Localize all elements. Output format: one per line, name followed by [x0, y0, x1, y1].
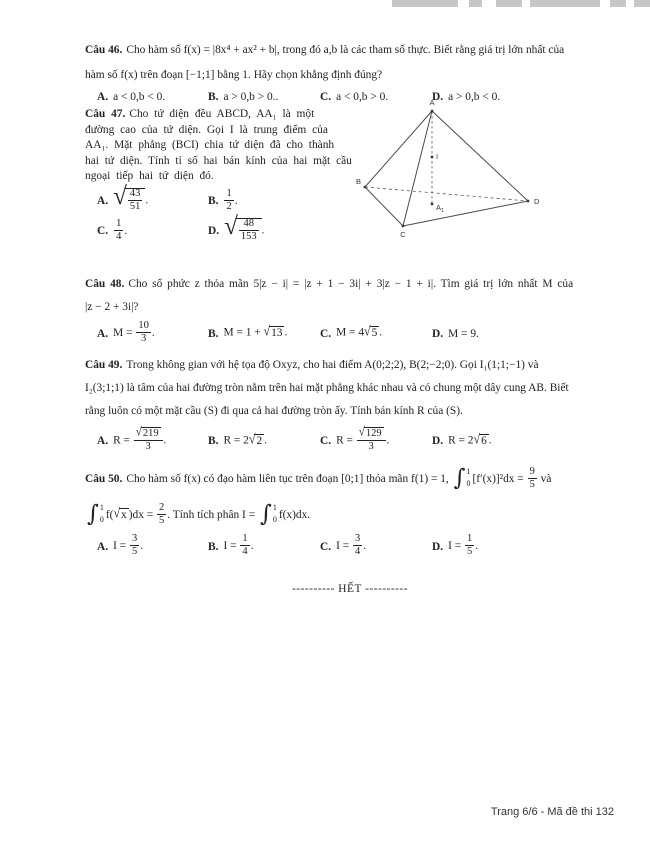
option-D: D. M = 9.: [432, 327, 479, 340]
end-of-exam-marker: ---------- HẾT ----------: [292, 582, 408, 595]
radical-icon: √: [224, 213, 238, 241]
math-denominator: 51: [129, 201, 141, 213]
integral-icon: ∫: [259, 500, 272, 527]
question-line: đường cao của tứ diện. Gọi I là trung điểm của: [85, 123, 328, 136]
radical-icon: √: [358, 425, 365, 439]
math-numerator: 43: [128, 188, 142, 201]
math-denominator: 5: [159, 514, 165, 526]
option-C: C. $\frac{1}{4}$ .: [97, 217, 128, 242]
math-integral: [453, 464, 471, 491]
question-line: |z − 2 + 3i|?: [85, 300, 139, 313]
math-integral: [87, 500, 104, 527]
options-row: [85, 183, 347, 215]
option-B: B. R = 2 √ 2 .: [208, 430, 267, 447]
question-line: ∫ 1 0 f( √ x )dx = $\frac{2}{5}$ . Tính tích phân I = ∫ 1 0 f(x)dx.: [87, 500, 311, 527]
math-radicand: 5: [371, 327, 378, 340]
math-denominator: 3: [145, 440, 151, 452]
options-row: [85, 213, 347, 245]
math-fraction: [157, 502, 166, 527]
question-number: Câu 47.: [85, 108, 126, 120]
math-fraction: [114, 218, 123, 243]
radical-icon: √: [113, 183, 127, 211]
math-fraction: [128, 188, 142, 213]
question-number: Câu 46.: [85, 44, 123, 56]
integral-limits: [100, 504, 104, 524]
option-D: D. √ $\frac{48}{153}$ .: [208, 218, 347, 244]
math-fraction: [353, 533, 362, 558]
vertex-label-D: D: [534, 197, 540, 206]
math-radicand: x: [121, 509, 127, 522]
integral-icon: ∫: [453, 464, 466, 491]
integral-lower: 0: [272, 515, 277, 525]
integral-icon: ∫: [87, 500, 99, 527]
question-48: [85, 273, 617, 345]
math-sqrt: [248, 430, 264, 448]
math-numerator: 1: [224, 188, 233, 201]
option-A: A. a < 0,b < 0.: [97, 91, 166, 103]
question-line: [85, 461, 617, 497]
math-denominator: 4: [242, 546, 248, 558]
question-line: rằng luôn có một mặt cầu (S) đi qua cả hai đường tròn ấy. Tính bán kính R của (S).: [85, 404, 463, 417]
radical-icon: √: [263, 323, 271, 340]
vertex-label-A: A: [429, 98, 435, 107]
math-radicand: 129: [365, 427, 382, 439]
integral-lower: 0: [99, 515, 104, 525]
option-B: B. $\frac{1}{2}$ .: [208, 187, 238, 212]
math-radicand: [125, 188, 145, 214]
question-text: Cho hàm số f(x) có đạo hàm liên tục trên đoạn [0;1] thỏa mãn f(1) = 1, ∫ 1 0 [f′(x)]²dx = $\frac{9}{5}$ và: [126, 464, 552, 491]
math-radicand: [236, 218, 262, 244]
math-numerator: 3: [353, 533, 362, 546]
option-A: A. M = $\frac{10}{3}$ .: [97, 319, 155, 345]
math-numerator: 10: [136, 320, 150, 333]
radical-icon: √: [248, 430, 256, 447]
option-C: C. R = √ 129 3 .: [320, 425, 390, 452]
question-number: Câu 48.: [85, 277, 125, 290]
math-fraction: [240, 533, 249, 558]
option-B: B. M = 1 + √ 13 .: [208, 323, 288, 340]
integral-upper: 1: [99, 503, 104, 513]
math-numerator: 3: [130, 533, 139, 546]
question-text: Cho hàm số f(x) = |8x⁴ + ax² + b|, trong đó a,b là các tham số thực. Biết rằng giá trị lớn nhất của: [126, 44, 565, 56]
math-numerator: [357, 427, 386, 441]
question-text: Trong không gian với hệ tọa độ Oxyz, cho hai điểm A(0;2;2), B(2;−2;0). Gọi I₁(1;1;−1) và: [126, 358, 539, 371]
math-fraction: [224, 188, 233, 213]
question-text: Cho số phức z thỏa mãn 5|z − i| = |z + 1 − 3i| + 3|z − 1 + i|. Tìm giá trị lớn nhất M của: [128, 277, 574, 290]
math-sqrt: [224, 213, 261, 244]
option-A: A. I = $\frac{3}{5}$ .: [97, 533, 144, 558]
math-fraction: [130, 533, 139, 558]
math-denominator: 3: [368, 440, 374, 452]
math-sqrt: [113, 505, 128, 522]
option-D: D. a > 0,b < 0.: [432, 91, 501, 103]
question-50: [85, 461, 617, 561]
option-D: D. I = $\frac{1}{5}$ .: [432, 533, 479, 558]
math-denominator: 5: [467, 546, 473, 558]
question-line: [85, 273, 617, 296]
math-denominator: 5: [132, 546, 138, 558]
integral-limits: [273, 504, 277, 524]
question-text: Cho tứ diện đều ABCD, AA₁ là một: [129, 108, 315, 120]
scan-artifact: [634, 0, 650, 7]
math-denominator: 4: [116, 230, 122, 242]
math-fraction: [136, 320, 150, 345]
tetrahedron-svg: [350, 96, 550, 244]
options-row: [85, 533, 617, 561]
question-line: hai tứ diện. Tính tỉ số hai bán kính của hai mặt cầu: [85, 154, 352, 167]
math-denominator: 4: [355, 546, 361, 558]
page-content: [85, 0, 617, 606]
math-fraction: [134, 427, 163, 453]
options-row: [85, 425, 617, 457]
option-B: B. a > 0,b > 0..: [208, 91, 279, 103]
math-fraction: [239, 218, 259, 243]
question-line: hàm số f(x) trên đoạn [−1;1] bằng 1. Hãy chọn khẳng định đúng?: [85, 69, 383, 81]
option-C: C. I = $\frac{3}{4}$ .: [320, 533, 367, 558]
math-radicand: 6: [481, 434, 487, 447]
math-sqrt: [473, 430, 489, 448]
option-A: A. R = √ 219 3 .: [97, 425, 167, 452]
question-line: [85, 354, 617, 377]
math-radicand: 219: [142, 427, 159, 439]
math-fraction: [465, 533, 474, 558]
vertex-label-B: B: [355, 177, 361, 186]
math-fraction: [357, 427, 386, 453]
math-fraction: [528, 466, 537, 491]
radical-icon: √: [473, 430, 481, 447]
math-numerator: 9: [528, 466, 537, 479]
math-sqrt: [136, 427, 161, 440]
math-sqrt: [263, 323, 285, 340]
math-sqrt: [364, 323, 379, 340]
question-line: I₂(3;1;1) là tâm của hai đường tròn nằm trên hai mặt phẳng khác nhau và có chung một dây cung AB. Biết: [85, 381, 569, 394]
option-D: D. R = 2 √ 6 .: [432, 430, 492, 447]
math-sqrt: [113, 183, 145, 214]
integral-upper: 1: [466, 467, 471, 477]
question-number: Câu 50.: [85, 472, 123, 485]
option-B: B. I = $\frac{1}{4}$ .: [208, 533, 254, 558]
question-49: [85, 354, 617, 457]
vertex-label-C: C: [400, 230, 406, 239]
integral-lower: 0: [466, 479, 471, 489]
question-line: [85, 38, 617, 63]
question-number: Câu 49.: [85, 358, 123, 371]
math-radicand: 2: [256, 434, 263, 447]
question-line: AA₁. Mặt phẳng (BCI) chia tứ diện đã cho thành: [85, 139, 335, 152]
math-numerator: 48: [239, 218, 259, 231]
tetrahedron-figure: [350, 96, 550, 244]
math-numerator: 2: [157, 502, 166, 515]
foot-label-A1: $A_1$: [436, 203, 445, 214]
math-denominator: 3: [140, 333, 147, 345]
option-A: A. √ $\frac{43}{51}$ .: [97, 188, 208, 214]
page-footer: Trang 6/6 - Mã đề thi 132: [490, 806, 614, 818]
math-denominator: 2: [226, 200, 232, 212]
math-numerator: 1: [465, 533, 474, 546]
question-line: ngoại tiếp hai tứ diện đó.: [85, 170, 214, 183]
option-C: C. M = 4 √ 5 .: [320, 323, 383, 340]
midpoint-label-I: I: [436, 152, 439, 161]
integral-upper: 1: [272, 503, 277, 513]
integral-limits: [467, 468, 471, 488]
math-numerator: 1: [114, 218, 123, 231]
math-integral: [259, 500, 277, 527]
math-numerator: 1: [240, 533, 249, 546]
options-row: [85, 321, 617, 345]
math-denominator: 153: [240, 231, 257, 243]
radical-icon: √: [135, 425, 142, 439]
radical-icon: √: [364, 323, 371, 340]
radical-icon: √: [113, 505, 121, 522]
math-denominator: 5: [529, 478, 535, 490]
math-sqrt: [359, 427, 384, 440]
math-numerator: [134, 427, 163, 441]
math-radicand: 13: [271, 327, 283, 340]
option-C: C. a < 0,b > 0.: [320, 91, 389, 103]
